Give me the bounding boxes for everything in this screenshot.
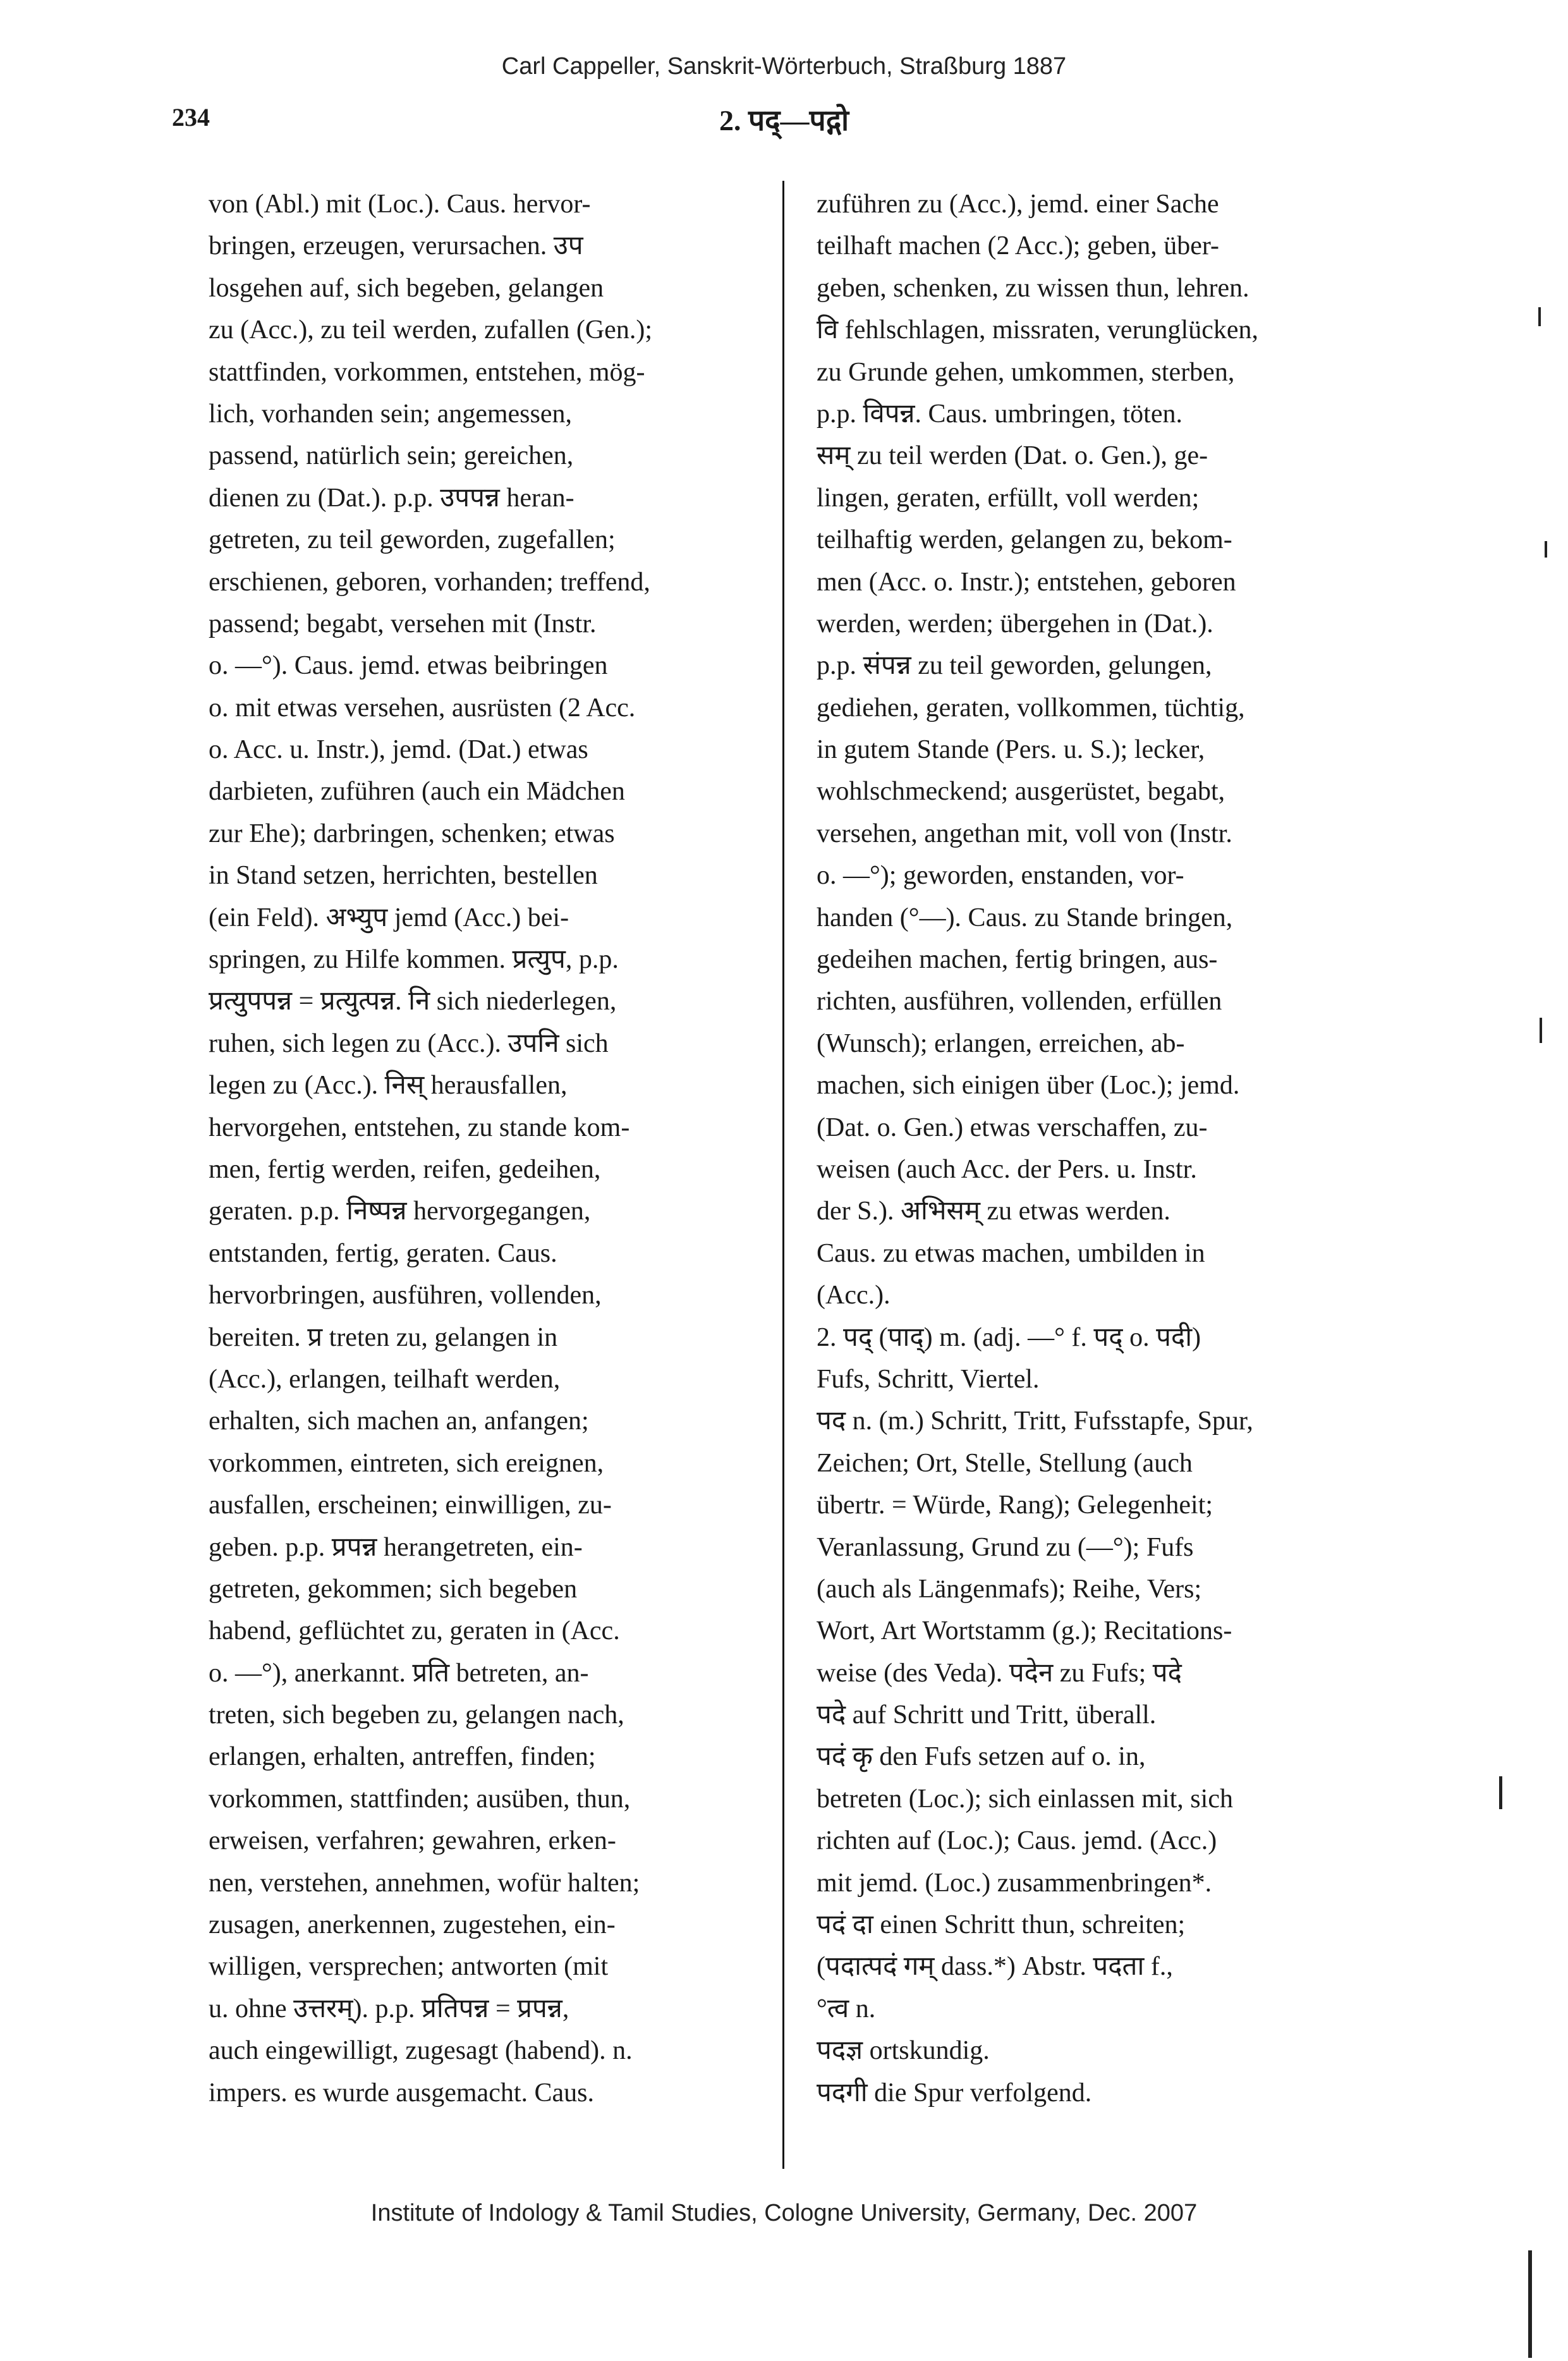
text-line: zu (Acc.), zu teil werden, zufallen (Gen.);: [209, 315, 652, 345]
text-line: p.p. संपन्न zu teil geworden, gelungen,: [817, 651, 1212, 681]
text-line: पदं दा einen Schritt thun, schreiten;: [817, 1910, 1186, 1940]
text-line: पदं कृ den Fufs setzen auf o. in,: [817, 1742, 1146, 1772]
text-line: men, fertig werden, reifen, gedeihen,: [209, 1154, 601, 1184]
text-line: (Acc.).: [817, 1281, 890, 1310]
text-line: 2. पद् (पाद्) m. (adj. —° f. पद् o. पदी): [817, 1322, 1201, 1352]
text-line: lich, vorhanden sein; angemessen,: [209, 399, 572, 429]
text-line: Wort, Art Wortstamm (g.); Recitations-: [817, 1616, 1232, 1646]
text-line: getreten, zu teil geworden, zugefallen;: [209, 525, 616, 555]
text-line: passend, natürlich sein; gereichen,: [209, 441, 574, 471]
scan-mark: [1545, 541, 1547, 558]
text-line: springen, zu Hilfe kommen. प्रत्युप, p.p.: [209, 945, 619, 975]
text-line: bereiten. प्र treten zu, gelangen in: [209, 1322, 558, 1352]
text-line: Fufs, Schritt, Viertel.: [817, 1364, 1040, 1394]
footer-credit: Institute of Indology & Tamil Studies, Cologne University, Germany, Dec. 2007: [370, 2200, 1198, 2226]
running-head: 2. पद्—पद्गो: [719, 104, 849, 137]
text-line: passend; begabt, versehen mit (Instr.: [209, 609, 597, 638]
text-line: wohlschmeckend; ausgerüstet, begabt,: [817, 777, 1225, 807]
text-line: पद n. (m.) Schritt, Tritt, Fufsstapfe, Spur,: [817, 1406, 1253, 1436]
text-line: (Dat. o. Gen.) etwas verschaffen, zu-: [817, 1113, 1208, 1142]
text-line: gediehen, geraten, vollkommen, tüchtig,: [817, 693, 1245, 723]
text-line: entstanden, fertig, geraten. Caus.: [209, 1238, 557, 1268]
left-column: [209, 183, 762, 2114]
text-line: legen zu (Acc.). निस् herausfallen,: [209, 1071, 568, 1101]
text-line: geben. p.p. प्रपन्न herangetreten, ein-: [209, 1532, 583, 1562]
text-line: ruhen, sich legen zu (Acc.). उपनि sich: [209, 1028, 609, 1058]
text-line: richten auf (Loc.); Caus. jemd. (Acc.): [817, 1826, 1217, 1856]
text-line: teilhaftig werden, gelangen zu, bekom-: [817, 525, 1232, 555]
text-line: handen (°—). Caus. zu Stande bringen,: [817, 903, 1233, 932]
text-line: o. —°); geworden, enstanden, vor-: [817, 861, 1184, 891]
text-line: vorkommen, stattfinden; ausüben, thun,: [209, 1784, 631, 1814]
text-line: पदज्ञ ortskundig.: [817, 2036, 990, 2066]
text-line: (पदात्पदं गम् dass.*) Abstr. पदता f.,: [817, 1952, 1173, 1982]
text-line: o. mit etwas versehen, ausrüsten (2 Acc.: [209, 693, 636, 723]
text-line: bringen, erzeugen, verursachen. उप: [209, 231, 583, 261]
text-line: mit jemd. (Loc.) zusammenbringen*.: [817, 1868, 1212, 1898]
text-line: erschienen, geboren, vorhanden; treffend,: [209, 567, 650, 597]
text-line: in gutem Stande (Pers. u. S.); lecker,: [817, 735, 1205, 765]
source-line: Carl Cappeller, Sanskrit-Wörterbuch, Straßburg 1887: [501, 53, 1067, 80]
text-line: (ein Feld). अभ्युप jemd (Acc.) bei-: [209, 903, 569, 932]
text-line: gedeihen machen, fertig bringen, aus-: [817, 945, 1218, 975]
text-line: von (Abl.) mit (Loc.). Caus. hervor-: [209, 190, 591, 219]
text-line: machen, sich einigen über (Loc.); jemd.: [817, 1071, 1240, 1101]
text-line: men (Acc. o. Instr.); entstehen, geboren: [817, 567, 1236, 597]
text-line: (auch als Längenmafs); Reihe, Vers;: [817, 1574, 1202, 1604]
text-line: teilhaft machen (2 Acc.); geben, über-: [817, 231, 1220, 261]
text-line: o. —°), anerkannt. प्रति betreten, an-: [209, 1658, 589, 1688]
text-line: getreten, gekommen; sich begeben: [209, 1574, 578, 1604]
text-line: पदे auf Schritt und Tritt, überall.: [817, 1700, 1157, 1730]
text-line: der S.). अभिसम् zu etwas werden.: [817, 1197, 1170, 1226]
text-line: auch eingewilligt, zugesagt (habend). n.: [209, 2036, 633, 2066]
text-line: treten, sich begeben zu, gelangen nach,: [209, 1700, 624, 1730]
text-line: erweisen, verfahren; gewahren, erken-: [209, 1826, 616, 1856]
text-line: o. —°). Caus. jemd. etwas beibringen: [209, 651, 608, 681]
text-line: stattfinden, vorkommen, entstehen, mög-: [209, 357, 645, 387]
text-line: zuführen zu (Acc.), jemd. einer Sache: [817, 190, 1219, 219]
text-line: nen, verstehen, annehmen, wofür halten;: [209, 1868, 640, 1898]
text-line: (Acc.), erlangen, teilhaft werden,: [209, 1364, 561, 1394]
text-line: betreten (Loc.); sich einlassen mit, sich: [817, 1784, 1233, 1814]
text-line: ausfallen, erscheinen; einwilligen, zu-: [209, 1491, 612, 1520]
scan-mark: [1538, 307, 1541, 326]
scan-mark: [1540, 1018, 1542, 1043]
text-line: प्रत्युपपन्न = प्रत्युत्पन्न. नि sich niederlegen,: [209, 987, 617, 1016]
text-line: Zeichen; Ort, Stelle, Stellung (auch: [817, 1448, 1193, 1478]
text-line: erlangen, erhalten, antreffen, finden;: [209, 1742, 596, 1772]
text-line: वि fehlschlagen, missraten, verunglücken,: [817, 315, 1259, 345]
text-line: werden, werden; übergehen in (Dat.).: [817, 609, 1213, 638]
text-line: richten, ausführen, vollenden, erfüllen: [817, 987, 1222, 1016]
text-line: übertr. = Würde, Rang); Gelegenheit;: [817, 1491, 1213, 1520]
text-line: zur Ehe); darbringen, schenken; etwas: [209, 819, 615, 848]
text-line: पदगी die Spur verfolgend.: [817, 2078, 1092, 2108]
text-line: versehen, angethan mit, voll von (Instr.: [817, 819, 1232, 848]
text-line: u. ohne उत्तरम्). p.p. प्रतिपन्न = प्रपन्न,: [209, 1994, 569, 2023]
text-line: geben, schenken, zu wissen thun, lehren.: [817, 273, 1249, 303]
text-line: willigen, versprechen; antworten (mit: [209, 1952, 609, 1982]
right-column: [817, 183, 1399, 2114]
text-line: darbieten, zuführen (auch ein Mädchen: [209, 777, 625, 807]
scan-edge-mark: [1528, 2250, 1532, 2358]
text-line: सम् zu teil werden (Dat. o. Gen.), ge-: [817, 441, 1208, 471]
text-line: dienen zu (Dat.). p.p. उपपन्न heran-: [209, 483, 574, 513]
text-line: zusagen, anerkennen, zugestehen, ein-: [209, 1910, 616, 1940]
text-line: lingen, geraten, erfüllt, voll werden;: [817, 483, 1200, 513]
text-line: hervorgehen, entstehen, zu stande kom-: [209, 1113, 630, 1142]
text-line: habend, geflüchtet zu, geraten in (Acc.: [209, 1616, 620, 1646]
text-line: zu Grunde gehen, umkommen, sterben,: [817, 357, 1235, 387]
text-line: Caus. zu etwas machen, umbilden in: [817, 1238, 1205, 1268]
text-line: weise (des Veda). पदेन zu Fufs; पदे: [817, 1658, 1182, 1688]
scan-mark: [1499, 1776, 1502, 1809]
text-line: o. Acc. u. Instr.), jemd. (Dat.) etwas: [209, 735, 588, 765]
page-number: 234: [172, 103, 210, 131]
text-line: weisen (auch Acc. der Pers. u. Instr.: [817, 1154, 1197, 1184]
text-line: losgehen auf, sich begeben, gelangen: [209, 273, 604, 303]
text-line: vorkommen, eintreten, sich ereignen,: [209, 1448, 604, 1478]
text-line: p.p. विपन्न. Caus. umbringen, töten.: [817, 399, 1182, 429]
text-line: Veranlassung, Grund zu (—°); Fufs: [817, 1532, 1194, 1562]
text-line: in Stand setzen, herrichten, bestellen: [209, 861, 598, 891]
text-line: (Wunsch); erlangen, erreichen, ab-: [817, 1028, 1185, 1058]
column-divider: [782, 181, 784, 2169]
text-line: impers. es wurde ausgemacht. Caus.: [209, 2078, 595, 2108]
text-line: °त्व n.: [817, 1994, 876, 2023]
text-line: erhalten, sich machen an, anfangen;: [209, 1406, 589, 1436]
text-line: geraten. p.p. निष्पन्न hervorgegangen,: [209, 1197, 591, 1226]
text-line: hervorbringen, ausführen, vollenden,: [209, 1281, 602, 1310]
